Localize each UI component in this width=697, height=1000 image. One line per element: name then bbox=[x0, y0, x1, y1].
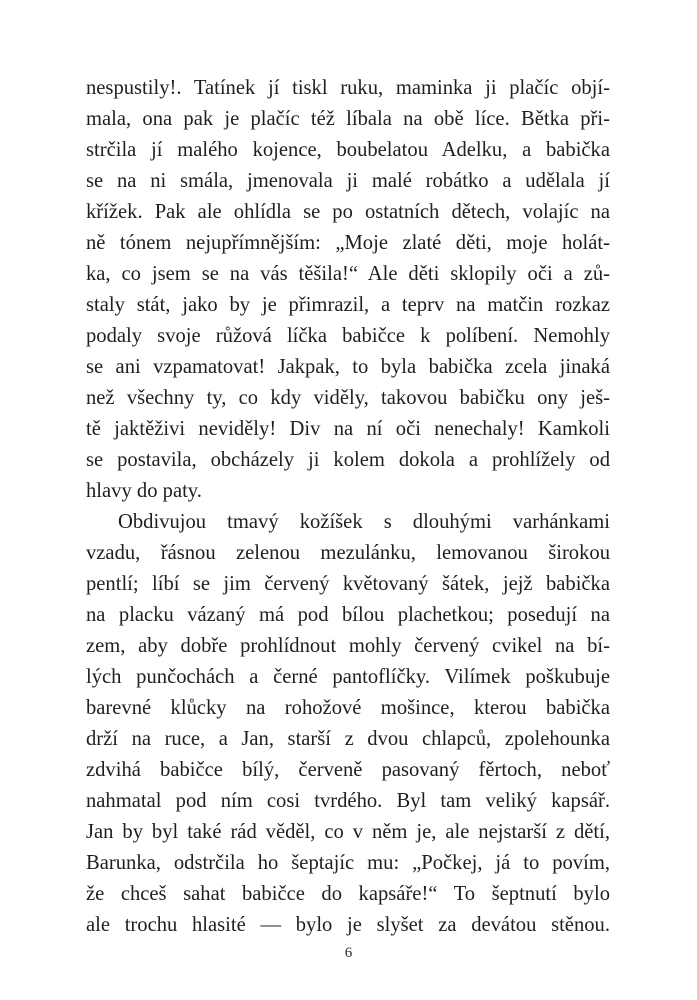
text-line: drží na ruce, a Jan, starší z dvou chlapců, zpolehounka bbox=[86, 728, 610, 750]
paragraph-first-line: Obdivujou tmavý kožíšek s dlouhými varhánkami bbox=[118, 511, 610, 533]
text-line: na placku vázaný má pod bílou plachetkou; posedují na bbox=[86, 604, 610, 626]
text-line: hlavy do paty. bbox=[86, 480, 202, 502]
text-line: Jan by byl také rád věděl, co v něm je, ale nejstarší z dětí, bbox=[86, 821, 610, 843]
text-line: vzadu, řásnou zelenou mezulánku, lemovanou širokou bbox=[86, 542, 610, 564]
text-line: že chceš sahat babičce do kapsáře!“ To šeptnutí bylo bbox=[86, 883, 610, 905]
body-text bbox=[86, 73, 610, 941]
text-line: strčila jí malého kojence, boubelatou Adelku, a babička bbox=[86, 139, 610, 161]
text-line: se postavila, obcházely ji kolem dokola a prohlížely od bbox=[86, 449, 610, 471]
text-line: zem, aby dobře prohlídnout mohly červený cvikel na bí- bbox=[86, 635, 610, 657]
text-line: nahmatal pod ním cosi tvrdého. Byl tam veliký kapsář. bbox=[86, 790, 610, 812]
text-line: podaly svoje růžová líčka babičce k políbení. Nemohly bbox=[86, 325, 610, 347]
text-line: staly stát, jako by je přimrazil, a teprv na matčin rozkaz bbox=[86, 294, 610, 316]
text-line: mala, ona pak je plačíc též líbala na obě líce. Bětka při- bbox=[86, 108, 610, 130]
text-line: nespustily!. Tatínek jí tiskl ruku, maminka ji plačíc objí- bbox=[86, 77, 610, 99]
text-line: tě jaktěživi neviděly! Div na ní oči nenechaly! Kamkoli bbox=[86, 418, 610, 440]
text-line: zdvihá babičce bílý, červeně pasovaný fěrtoch, neboť bbox=[86, 759, 610, 781]
page-number: 6 bbox=[344, 945, 353, 961]
text-line: Barunka, odstrčila ho šeptajíc mu: „Počkej, já to povím, bbox=[86, 852, 610, 874]
text-line: se na ni smála, jmenovala ji malé robátko a udělala jí bbox=[86, 170, 610, 192]
text-line: ka, co jsem se na vás těšila!“ Ale děti sklopily oči a zů- bbox=[86, 263, 610, 285]
text-line: ně tónem nejupřímnějším: „Moje zlaté děti, moje holát- bbox=[86, 232, 610, 254]
text-line: křížek. Pak ale ohlídla se po ostatních dětech, volajíc na bbox=[86, 201, 610, 223]
text-line: než všechny ty, co kdy viděly, takovou babičku ony ješ- bbox=[86, 387, 610, 409]
text-line: se ani vzpamatovat! Jakpak, to byla babička zcela jinaká bbox=[86, 356, 610, 378]
text-line: ale trochu hlasité — bylo je slyšet za devátou stěnou. bbox=[86, 914, 610, 936]
text-line: lých punčochách a černé pantoflíčky. Vilímek poškubuje bbox=[86, 666, 610, 688]
text-line: pentlí; líbí se jim červený květovaný šátek, jejž babička bbox=[86, 573, 610, 595]
text-line: barevné klůcky na rohožové mošince, kterou babička bbox=[86, 697, 610, 719]
